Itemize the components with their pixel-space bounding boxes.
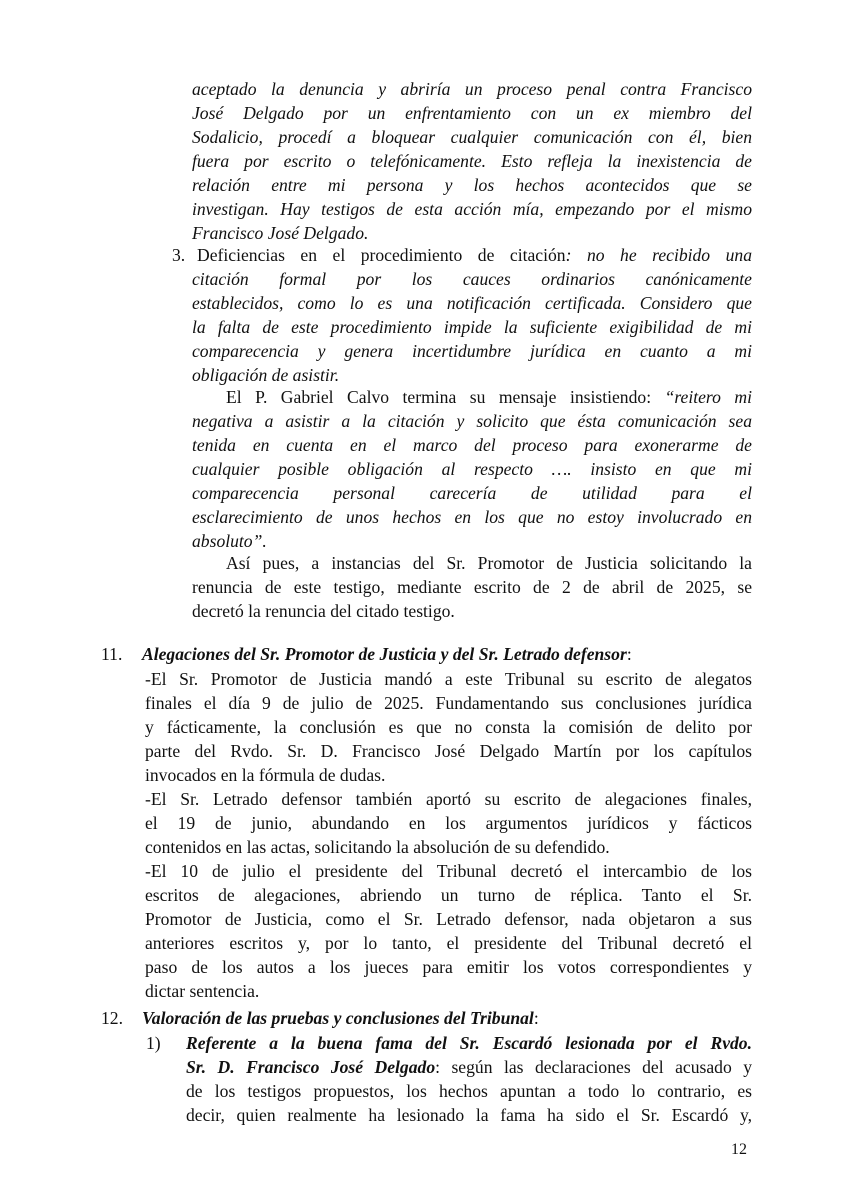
text-line: comparecencia y genera incertidumbre jurídica en cuanto a mi	[192, 341, 752, 361]
heading-colon: :	[533, 1008, 539, 1028]
item-text: : no he recibido una	[565, 245, 752, 265]
text-line: -El 10 de julio el presidente del Tribunal decretó el intercambio de los	[145, 861, 752, 881]
section-heading	[142, 1006, 539, 1030]
subitem-heading: Referente a la buena fama del Sr. Escardó lesionada por el Rvdo.	[186, 1033, 752, 1053]
text-line: el 19 de junio, abundando en los argumentos jurídicos y fácticos	[145, 813, 752, 833]
text-line	[226, 385, 752, 409]
section-heading	[142, 642, 632, 666]
text-line: Así pues, a instancias del Sr. Promotor de Justicia solicitando la	[226, 553, 752, 573]
text-line	[186, 1055, 752, 1079]
text-line: paso de los autos a los jueces para emitir los votos correspondientes y	[145, 957, 752, 977]
text-line: finales el día 9 de julio de 2025. Fundamentando sus conclusiones jurídica	[145, 693, 752, 713]
intro-text: El P. Gabriel Calvo termina su mensaje insistiendo:	[226, 387, 665, 407]
subitem-text: : según las declaraciones del acusado y	[435, 1057, 752, 1077]
text-line: citación formal por los cauces ordinarios canónicamente	[192, 269, 752, 289]
text-line: cualquier posible obligación al respecto …. insisto en que mi	[192, 459, 752, 479]
text-line: investigan. Hay testigos de esta acción mía, empezando por el mismo	[192, 199, 752, 219]
item-heading: Deficiencias en el procedimiento de citación	[197, 245, 566, 265]
text-line: tenida en cuenta en el marco del proceso para exonerarme de	[192, 435, 752, 455]
text-line: decretó la renuncia del citado testigo.	[192, 601, 455, 621]
text-line: negativa a asistir a la citación y solicito que ésta comunicación sea	[192, 411, 752, 431]
text-line: invocados en la fórmula de dudas.	[145, 765, 386, 785]
section-number: 11.	[101, 644, 123, 664]
text-line: dictar sentencia.	[145, 981, 260, 1001]
text-line: renuncia de este testigo, mediante escrito de 2 de abril de 2025, se	[192, 577, 752, 597]
text-line: José Delgado por un enfrentamiento con un ex miembro del	[192, 103, 752, 123]
section-heading-text: Valoración de las pruebas y conclusiones del Tribunal	[142, 1008, 534, 1028]
text-line: escritos de alegaciones, abriendo un turno de réplica. Tanto el Sr.	[145, 885, 752, 905]
quote-text: “reitero mi	[664, 387, 752, 407]
list-number: 3.	[172, 245, 186, 265]
subitem-heading-end: Sr. D. Francisco José Delgado	[186, 1057, 436, 1077]
section-number: 12.	[101, 1008, 123, 1028]
heading-colon: :	[626, 644, 632, 664]
text-line: Francisco José Delgado.	[192, 223, 369, 243]
text-line: parte del Rvdo. Sr. D. Francisco José Delgado Martín por los capítulos	[145, 741, 752, 761]
text-line: de los testigos propuestos, los hechos apuntan a todo lo contrario, es	[186, 1081, 752, 1101]
text-line: y fácticamente, la conclusión es que no consta la comisión de delito por	[145, 717, 752, 737]
text-line: obligación de asistir.	[192, 365, 340, 385]
text-line: la falta de este procedimiento impide la suficiente exigibilidad de mi	[192, 317, 752, 337]
text-line: contenidos en las actas, solicitando la absolución de su defendido.	[145, 837, 610, 857]
text-line: -El Sr. Letrado defensor también aportó su escrito de alegaciones finales,	[145, 789, 752, 809]
text-line: anteriores escritos y, por lo tanto, el presidente del Tribunal decretó el	[145, 933, 752, 953]
text-line: esclarecimiento de unos hechos en los que no estoy involucrado en	[192, 507, 752, 527]
text-line: establecidos, como lo es una notificación certificada. Considero que	[192, 293, 752, 313]
text-line: aceptado la denuncia y abriría un proceso penal contra Francisco	[192, 79, 752, 99]
text-line: -El Sr. Promotor de Justicia mandó a este Tribunal su escrito de alegatos	[145, 669, 752, 689]
text-line: comparecencia personal carecería de utilidad para el	[192, 483, 752, 503]
text-line: fuera por escrito o telefónicamente. Esto refleja la inexistencia de	[192, 151, 752, 171]
text-line	[197, 243, 752, 267]
page-number: 12	[731, 1141, 747, 1158]
text-line: Sodalicio, procedí a bloquear cualquier comunicación con él, bien	[192, 127, 752, 147]
list-number: 1)	[146, 1033, 161, 1053]
section-heading-text: Alegaciones del Sr. Promotor de Justicia y del Sr. Letrado defensor	[142, 644, 627, 664]
text-line: decir, quien realmente ha lesionado la fama ha sido el Sr. Escardó y,	[186, 1105, 752, 1125]
text-line: relación entre mi persona y los hechos acontecidos que se	[192, 175, 752, 195]
text-line: Promotor de Justicia, como el Sr. Letrado defensor, nada objetaron a sus	[145, 909, 752, 929]
text-line: absoluto”.	[192, 531, 267, 551]
